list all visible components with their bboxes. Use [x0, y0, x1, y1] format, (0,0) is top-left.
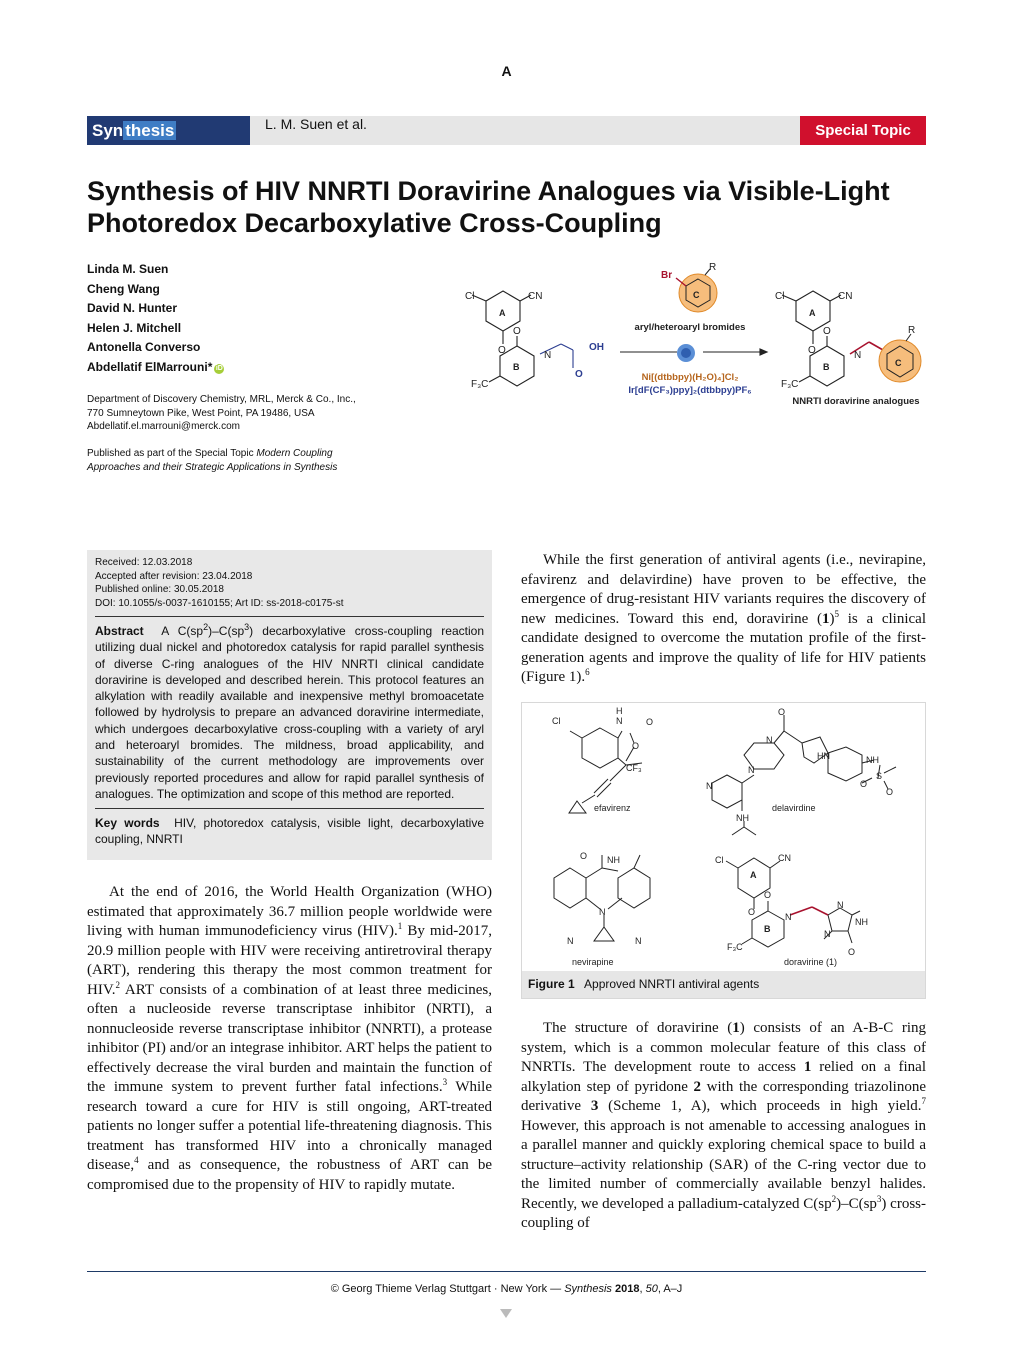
running-authors: L. M. Suen et al. [265, 116, 367, 132]
svg-text:O: O [823, 326, 831, 337]
next-page-arrow-icon[interactable] [500, 1309, 512, 1318]
body-text-right-top: While the first generation of antiviral agents (i.e., nevirapine, efavirenz and delavirdine) have proven to be effective, the emergence of drug-resistant HIV variants requires the discovery of new medicines. Toward this end, doravirine $(1)^5$ is a clinical candidate designed to overcome the mutation profile of the first-generation agents and improve the quality of life for HIV patients (Figure 1).$^6$ [521, 552, 926, 685]
body-text-left: At the end of 2016, the World Health Organization (WHO) estimated that approximately 36.7 million people worldwide were living with human immunodeficiency virus (HIV).$^1$ By mid-2017, 20.9 million people with HIV were receiving antiretroviral therapy (ART), rendering this therapy the most common treatment for HIV.$^2$ ART consists of a combination of at least three medicines, often a nucleoside reverse transcriptase inhibitor (NRTI), a nonnucleoside reverse transcriptase inhibitor (NNRTI), a protease inhibitor (PI) and/or an integrase inhibitor. ART helps the patient to effectively decrease the viral burden and maintain the function of the immune system to prevent further fatal infections.$^3$ While research toward a cure for HIV is still ongoing, ART-treated patients no longer suffer a potential life-threatening diagnosis. This treatment has transformed HIV into a chronically managed disease,$^4$ and as consequence, the robustness of ART can be compromised due to the propensity of HIV to rapidly mutate. [87, 884, 492, 1193]
svg-text:O: O [748, 907, 756, 917]
svg-text:CF₃: CF₃ [626, 763, 642, 773]
svg-text:O: O [513, 326, 521, 337]
svg-text:F₃C: F₃C [471, 379, 489, 390]
svg-text:N: N [824, 929, 831, 939]
svg-text:N: N [706, 781, 713, 791]
svg-text:N: N [854, 350, 862, 361]
svg-text:CN: CN [838, 291, 853, 302]
svg-text:A: A [750, 870, 757, 880]
svg-text:N: N [635, 936, 642, 946]
svg-text:N: N [616, 716, 623, 726]
svg-text:H: H [616, 706, 623, 716]
article-info-box [87, 550, 492, 860]
drug-label-delavirdine: delavirdine [772, 803, 816, 813]
svg-text:N: N [766, 735, 773, 745]
svg-text:HN: HN [817, 751, 830, 761]
product-label: NNRTI doravirine analogues [792, 396, 920, 407]
svg-text:O: O [764, 890, 772, 900]
svg-text:S: S [876, 771, 883, 781]
svg-text:NH: NH [736, 813, 749, 823]
topic-badge: Special Topic [800, 116, 926, 145]
svg-text:B: B [823, 362, 830, 372]
article-title: Synthesis of HIV NNRTI Doravirine Analogues via Visible-Light Photoredox Decarboxylative Cross-Coupling [87, 176, 890, 238]
author: Helen J. Mitchell [87, 320, 182, 335]
keywords: Key words HIV, photoredox catalysis, visible light, decarboxylative coupling, NNRTI [95, 816, 484, 847]
orcid-icon[interactable]: iD [215, 364, 223, 372]
page-footer: © Georg Thieme Verlag Stuttgart · New York — Synthesis 2018, 50, A–J [330, 1283, 683, 1295]
svg-text:CN: CN [528, 291, 543, 302]
svg-text:O: O [632, 741, 640, 751]
graphical-abstract-scheme [455, 258, 930, 418]
email-link[interactable]: Abdellatif.el.marrouni@merck.com [87, 421, 240, 432]
svg-text:Cl: Cl [775, 291, 785, 302]
svg-text:N: N [567, 936, 574, 946]
svg-text:R: R [908, 325, 916, 336]
svg-text:Cl: Cl [465, 291, 475, 302]
author-list [87, 260, 224, 377]
svg-text:NH: NH [855, 917, 868, 927]
abstract: Abstract A $C(sp^2)-C(sp^3)$ decarboxylative cross-coupling reaction utilizing dual nickel and photoredox catalysis for rapid parallel synthesis of diverse C-ring analogues of the HIV NNRTI clinical candidate doravirine is developed and described herein. This protocol features an alkylation with readily available and inexpensive methyl bromoacetate followed by hydrolysis to prepare an advanced doravirine intermediate, which undergoes decarboxylative cross-coupling with a variety of aryl and heteroaryl bromides. The mildness, broad applicability, and sustainability of the current methodology are improvements over previously reported procedures and allow for rapid parallel synthesis of analogues. The optimization and scope of this method are reported. [95, 622, 484, 801]
svg-text:O: O [808, 345, 816, 356]
affiliation: Department of Discovery Chemistry, MRL, Merck & Co., Inc., 770 Sumneytown Pike, West Point, PA 19486, USA Abdellatif.el.marrouni@merck.com [87, 393, 407, 434]
running-header [87, 116, 926, 145]
svg-text:Cl: Cl [552, 716, 561, 726]
figure-1 [521, 702, 926, 999]
author: Cheng Wang [87, 281, 160, 296]
author: Antonella Converso [87, 340, 201, 354]
svg-text:O: O [646, 717, 654, 727]
svg-text:O: O [498, 345, 506, 356]
svg-text:Br: Br [661, 270, 673, 281]
author: Abdellatif ElMarrouni* iD [87, 359, 223, 374]
svg-text:R: R [709, 262, 717, 273]
svg-text:F₃C: F₃C [727, 942, 743, 952]
svg-text:N: N [599, 907, 606, 917]
doi-link[interactable]: DOI: 10.1055/s-0037-1610155; Art ID: ss-2018-c0175-st [95, 597, 344, 609]
svg-text:NH: NH [607, 855, 620, 865]
svg-text:B: B [513, 362, 520, 372]
drug-label-doravirine: doravirine (1) [784, 957, 838, 967]
svg-text:O: O [575, 369, 583, 380]
svg-text:A: A [809, 308, 816, 318]
iridium-catalyst: Ir[dF(CF₃)ppy]₂(dtbbpy)PF₆ [628, 385, 752, 396]
svg-text:A: A [499, 308, 506, 318]
svg-text:N: N [785, 912, 792, 922]
author: David N. Hunter [87, 301, 178, 315]
reagent-label: aryl/heteroaryl bromides [634, 322, 746, 333]
svg-text:O: O [848, 947, 856, 957]
special-topic-note: Published as part of the Special Topic Modern Coupling Approaches and their Strategic Applications in Synthesis [87, 448, 338, 473]
article-dates: Received: 12.03.2018 Accepted after revision: 23.04.2018 Published online: 30.05.2018 DOI: 10.1055/s-0037-1610155; Art ID: ss-2018-c0175-st [95, 556, 484, 610]
svg-text:O: O [886, 787, 894, 797]
svg-text:Cl: Cl [715, 855, 724, 865]
svg-text:C: C [693, 290, 700, 300]
svg-text:N: N [544, 350, 552, 361]
svg-text:C: C [895, 358, 902, 368]
body-text-right-bottom: The structure of doravirine (1) consists of an A-B-C ring system, which is a common molecular feature of this class of NNRTIs. The development route to access 1 relied on a final alkylation step of pyridone 2 with the corresponding triazolinone derivative 3 (Scheme 1, A), which proceeds in high yield.$^7$ However, this approach is not amenable to accessing analogues in a parallel manner and quickly exploring chemical space to build a structure–activity relationship (SAR) of the C-ring vector due to the limited number of commercially available benzyl halides. Recently, we developed a palladium-catalyzed $C(sp^2)-C(sp^3)$ cross-coupling of [521, 1020, 926, 1231]
svg-text:N: N [748, 765, 755, 775]
svg-text:CN: CN [778, 853, 791, 863]
author: Linda M. Suen [87, 262, 169, 276]
figure-caption: Figure 1 Approved NNRTI antiviral agents [522, 971, 925, 998]
drug-label-efavirenz: efavirenz [594, 803, 631, 813]
svg-text:B: B [764, 924, 771, 934]
svg-text:O: O [580, 851, 588, 861]
drug-label-nevirapine: nevirapine [572, 957, 614, 967]
footer-divider [87, 1271, 926, 1272]
figure-1-structures [522, 703, 925, 971]
nickel-catalyst: Ni[(dtbbpy)(H₂O)₄]Cl₂ [641, 372, 739, 383]
page-letter: A [501, 63, 512, 79]
svg-text:F₃C: F₃C [781, 379, 799, 390]
svg-text:O: O [778, 707, 786, 717]
svg-text:NH: NH [866, 755, 879, 765]
svg-text:N: N [837, 900, 844, 910]
svg-text:O: O [860, 779, 868, 789]
svg-text:OH: OH [589, 342, 604, 353]
journal-logo: Syn thesis [87, 116, 250, 145]
